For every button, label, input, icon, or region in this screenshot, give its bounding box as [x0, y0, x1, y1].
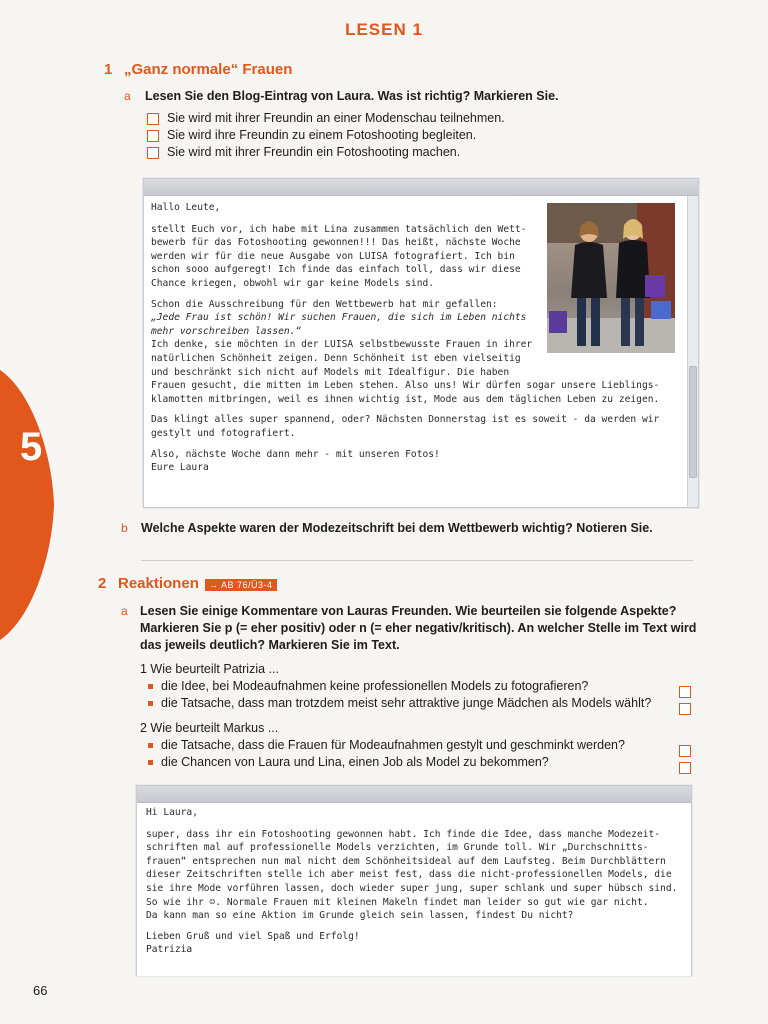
page-title: LESEN 1: [345, 20, 423, 39]
choice-option[interactable]: Sie wird ihre Freundin zu einem Fotoshooting begleiten.: [147, 127, 505, 144]
answer-checkbox[interactable]: [679, 762, 691, 774]
chapter-number: 5: [20, 425, 43, 469]
blog-scrollbar[interactable]: [687, 196, 698, 507]
window-titlebar: [137, 786, 691, 803]
two-women-shopping-image: [547, 203, 675, 353]
blog-photo: [547, 203, 675, 353]
blog-window: [143, 178, 699, 508]
blog-paragraph: Schon die Ausschreibung für den Wettbewerb hat mir gefallen: „Jede Frau ist schön! Wir suchen Frauen, die sich im Leben nichts mehr vorschreiben lassen.“ Ich denke, sie möchten in der LUISA selbstbewusste Frauen in ihrer natürlichen Schönheit zeigen. Denn Schönheit ist eben vielseitig und beschränkt sich nicht auf Models mit Idealfigur. Die haben Frauen gesucht, die mitten im Leben stehen. Also uns! Wir dürfen sogar unsere Lieblings- klamotten mitbringen, weil es ihnen wichtig ist, Mode aus dem täglichen Leben zu zeigen.: [151, 298, 660, 405]
section-1b-letter: b: [121, 521, 128, 535]
checkbox[interactable]: [147, 130, 159, 142]
checkbox[interactable]: [147, 147, 159, 159]
window-titlebar: [144, 179, 698, 196]
chapter-tab: [0, 370, 55, 640]
section-2-number: 2: [98, 575, 107, 592]
blog-paragraph: Also, nächste Woche dann mehr - mit unseren Fotos! Eure Laura: [151, 448, 440, 474]
section-1b-instruction: Welche Aspekte waren der Modezeitschrift bei dem Wettbewerb wichtig? Notieren Sie.: [141, 521, 653, 535]
section-1a-letter: a: [124, 89, 131, 103]
section-1-number: 1: [104, 61, 113, 78]
section-2-title: Reaktionen: [118, 575, 199, 592]
question-1: 1 Wie beurteilt Patrizia ... die Idee, bei Modeaufnahmen keine professionellen Models zu fotografieren? die Tatsache, dass man trotzdem meist sehr attraktive junge Mädchen als Models wählt?: [140, 661, 700, 712]
bullet-icon: [148, 701, 153, 706]
section-2a-letter: a: [121, 604, 128, 618]
workbook-reference-badge: → AB 76/Ü3-4: [205, 579, 277, 591]
blog-paragraph: stellt Euch vor, ich habe mit Lina zusammen tatsächlich den Wett- bewerb für das Fotoshooting gewonnen!!! Das heißt, nächste Woche werden wir für die neue Ausgabe von LUISA fotografiert. Ich bin schon sooo aufgeregt! Ich finde das einfach toll, dass wir diese Chance kriegen, obwohl wir gar keine Models sind.: [151, 223, 527, 289]
choice-option[interactable]: Sie wird mit ihrer Freundin ein Fotoshooting machen.: [147, 144, 505, 161]
blog-paragraph: Das klingt alles super spannend, oder? Nächsten Donnerstag ist es soweit - da werden wir gestylt und fotografiert.: [151, 414, 660, 439]
chapter-tab-shape: [0, 370, 55, 640]
answer-checkbox[interactable]: [679, 745, 691, 757]
section-1a-instruction: Lesen Sie den Blog-Eintrag von Laura. Was ist richtig? Markieren Sie.: [145, 89, 559, 103]
choice-option[interactable]: Sie wird mit ihrer Freundin an einer Modenschau teilnehmen.: [147, 110, 505, 127]
comment-window: [136, 785, 692, 976]
comment-text: Hi Laura, super, dass ihr ein Fotoshooting gewonnen habt. Ich finde die Idee, dass manche Modezeit- schriften mal auf professionelle Models verzichten, im Grunde toll. Wir „Durchschnitts- frauen“ entsprechen nun mal nicht dem Schönheitsideal auf dem Laufsteg. Beim Durchblättern dieser Zeitschriften stelle ich aber meist fest, dass die nicht-professionellen Models, die sie ihre Mode vorführen lassen, doch wieder super jung, super schlank und super hübsch sind. So wie ihr ☺. Normale Frauen mit kleinen Makeln findet man leider so gut wie gar nicht. Da kann man so eine Aktion im Grunde gleich sein lassen, findest Du nicht? Lieben Gruß und viel Spaß und Erfolg! Patrizia: [146, 807, 678, 956]
question-item: die Chancen von Laura und Lina, einen Job als Model zu bekommen?: [140, 754, 700, 771]
blog-text: Hallo Leute, stellt Euch vor, ich habe mit Lina zusammen tatsächlich den Wett- bewerb für das Fotoshooting gewonnen!!! Das heißt, nächste Woche werden wir für die neue Ausgabe von LUISA fotografiert. Ich bin schon sooo aufgeregt! Ich finde das einfach toll, dass wir diese Chance kriegen, obwohl wir gar keine Models sind. Schon die Ausschreibung für den Wettbewerb hat mir gefallen: „Jede Frau ist schön! Wir suchen Frauen, die sich im Leben nichts mehr vorschreiben lassen.“ Ich denke, sie möchten in der LUISA selbstbewusste Frauen in ihrer natürlichen Schönheit zeigen. Denn Schönheit ist eben vielseitig und beschränkt sich nicht auf Models mit Idealfigur. Die haben Frauen gesucht, die mitten im Leben stehen. Also uns! Wir dürfen sogar unsere Lieblings- klamotten mitbringen, weil es ihnen wichtig ist, Mode aus dem täglichen Leben zu zeigen. Das klingt alles super spannend, oder? Nächsten Donnerstag ist es soweit - da werden wir gestylt und fotografiert. Also, nächste Woche dann mehr - mit unseren Fotos! Eure Laura: [151, 201, 683, 475]
bullet-icon: [148, 684, 153, 689]
question-2: 2 Wie beurteilt Markus ... die Tatsache, dass die Frauen für Modeaufnahmen gestylt und geschminkt werden? die Chancen von Laura und Lina, einen Job als Model zu bekommen?: [140, 720, 700, 771]
question-item: die Tatsache, dass man trotzdem meist sehr attraktive junge Mädchen als Models wählt?: [140, 695, 700, 712]
bullet-icon: [148, 760, 153, 765]
answer-checkbox[interactable]: [679, 686, 691, 698]
choice-list: [147, 110, 505, 161]
section-1-title: „Ganz normale“ Frauen: [124, 61, 293, 78]
page-number: 66: [33, 983, 48, 998]
question-item: die Idee, bei Modeaufnahmen keine professionellen Models zu fotografieren?: [140, 678, 700, 695]
scrollbar-thumb[interactable]: [689, 366, 697, 478]
checkbox[interactable]: [147, 113, 159, 125]
section-2a-instruction: Lesen Sie einige Kommentare von Lauras Freunden. Wie beurteilen sie folgende Aspekte? Markieren Sie p (= eher positiv) oder n (= eher negativ/kritisch). An welcher Stelle im Text wird das jeweils deutlich? Markieren Sie im Text.: [140, 604, 697, 652]
bullet-icon: [148, 743, 153, 748]
question-item: die Tatsache, dass die Frauen für Modeaufnahmen gestylt und geschminkt werden?: [140, 737, 700, 754]
answer-checkbox[interactable]: [679, 703, 691, 715]
divider: [141, 560, 693, 561]
